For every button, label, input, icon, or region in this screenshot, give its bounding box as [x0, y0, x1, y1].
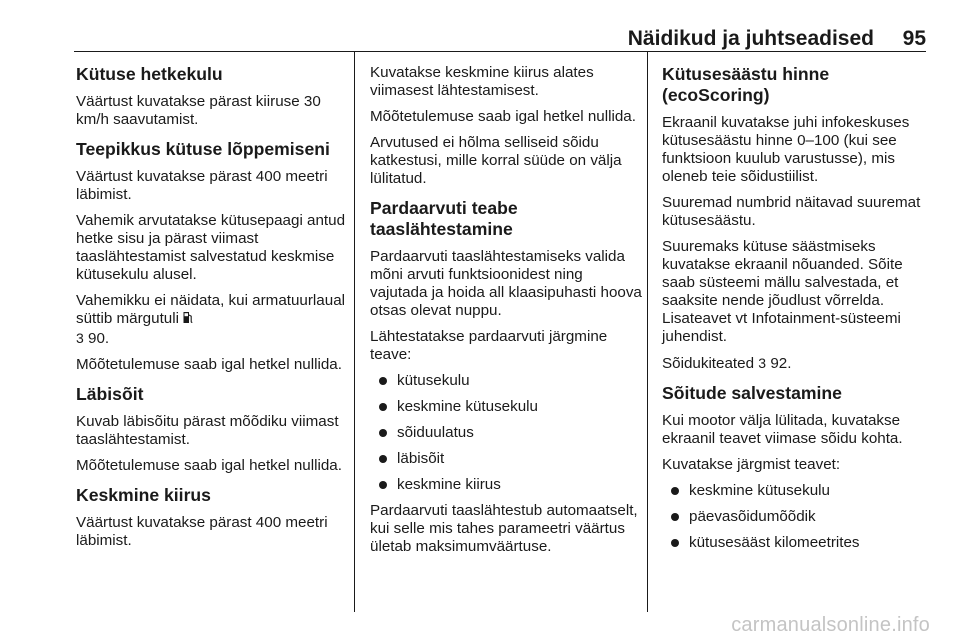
- watermark: carmanualsonline.info: [731, 614, 930, 636]
- paragraph-with-indicator: [76, 292, 348, 348]
- list-item-text: kütusekulu: [397, 372, 470, 389]
- section-heading-reset: Pardaarvuti teabe taaslähtestamine: [370, 198, 518, 239]
- bullet-icon: [671, 487, 679, 495]
- section-heading-mileage: Läbisõit: [76, 384, 144, 404]
- list-item: [662, 482, 928, 500]
- reset-items-list: [370, 372, 642, 494]
- bullet-icon: [379, 429, 387, 437]
- column-divider-1: [354, 52, 355, 612]
- column-3: [662, 64, 928, 560]
- section-heading-average-speed: Keskmine kiirus: [76, 485, 211, 505]
- paragraph: Suuremaks kütuse säästmiseks kuvatakse ekraanil nõuanded. Sõite saab süsteemi mällu salvestada, et saaksite nende jõudlust võrrelda. Lisateavet vt Infotainment-süsteemi juhendist.: [662, 238, 903, 345]
- cross-reference-symbol: 3: [758, 355, 767, 371]
- paragraph: Kuvatakse keskmine kiirus alates viimasest lähtestamisest.: [370, 64, 594, 99]
- list-item: [370, 476, 642, 494]
- paragraph: Mõõtetulemuse saab igal hetkel nullida.: [370, 108, 636, 125]
- trip-info-list: [662, 482, 928, 552]
- paragraph: Mõõtetulemuse saab igal hetkel nullida.: [76, 356, 342, 373]
- cross-reference-page[interactable]: 90.: [88, 330, 110, 347]
- bullet-icon: [379, 377, 387, 385]
- page-number: 95: [902, 27, 926, 50]
- paragraph: Pardaarvuti taaslähtestub automaatselt, kui selle mis tahes parameetri väärtus ületab maksimumväärtuse.: [370, 502, 638, 555]
- bullet-icon: [379, 481, 387, 489]
- paragraph: Väärtust kuvatakse pärast 400 meetri läbimist.: [76, 514, 328, 549]
- paragraph: Ekraanil kuvatakse juhi infokeskuses kütusesäästu hinne 0–100 (kui see funktsioon kuulub varustusse), mis oleneb teie sõidustiilist.: [662, 114, 910, 185]
- list-item-text: keskmine kütusekulu: [689, 482, 830, 499]
- column-1: [76, 64, 348, 558]
- header-rule: [74, 51, 926, 52]
- paragraph: Arvutused ei hõlma selliseid sõidu katkestusi, mille korral süüde on välja lülitatud.: [370, 134, 622, 187]
- page-title: Näidikud ja juhtseadised: [627, 27, 874, 50]
- list-item: [662, 534, 928, 552]
- section-heading-fuel-consumption: Kütuse hetkekulu: [76, 64, 223, 84]
- paragraph: Lähtestatakse pardaarvuti järgmine teave:: [370, 328, 608, 363]
- list-item-text: keskmine kiirus: [397, 476, 501, 493]
- bullet-icon: [379, 403, 387, 411]
- cross-reference-symbol: 3: [76, 330, 84, 346]
- paragraph-text: Sõidukiteated: [662, 355, 755, 372]
- bullet-icon: [379, 455, 387, 463]
- paragraph: Kuvatakse järgmist teavet:: [662, 456, 841, 473]
- column-divider-2: [647, 52, 648, 612]
- list-item: [370, 398, 642, 416]
- list-item: [662, 508, 928, 526]
- paragraph: Kui mootor välja lülitada, kuvatakse ekraanil teavet viimase sõidu kohta.: [662, 412, 903, 447]
- section-heading-ecoscoring: Kütusesäästu hinne (ecoScoring): [662, 64, 830, 105]
- section-heading-trip-saving: Sõitude salvestamine: [662, 383, 842, 403]
- paragraph: Vahemik arvutatakse kütusepaagi antud hetke sisu ja pärast viimast taaslähtestamist salvestatud keskmise kütusekulu alusel.: [76, 212, 346, 283]
- paragraph-text: Vahemikku ei näidata, kui armatuurlaual süttib märgutuli: [76, 292, 346, 327]
- list-item-text: sõiduulatus: [397, 424, 474, 441]
- page-header: [74, 24, 926, 48]
- paragraph-with-reference: [662, 354, 928, 373]
- bullet-icon: [671, 539, 679, 547]
- cross-reference-page[interactable]: 92.: [770, 355, 792, 372]
- list-item: [370, 424, 642, 442]
- section-heading-range: Teepikkus kütuse lõppemiseni: [76, 139, 330, 159]
- list-item: [370, 372, 642, 390]
- paragraph: Väärtust kuvatakse pärast 400 meetri läbimist.: [76, 168, 328, 203]
- list-item-text: päevasõidumõõdik: [689, 508, 816, 525]
- fuel-pump-icon: [183, 311, 193, 329]
- paragraph: Väärtust kuvatakse pärast kiiruse 30 km/h saavutamist.: [76, 93, 321, 128]
- list-item-text: kütusesääst kilomeetrites: [689, 534, 860, 551]
- list-item: [370, 450, 642, 468]
- list-item-text: läbisõit: [397, 450, 445, 467]
- paragraph: Pardaarvuti taaslähtestamiseks valida mõni arvuti funktsioonidest ning vajutada ja hoida all klaasipuhasti hoova otsas olevat nuppu.: [370, 248, 642, 319]
- paragraph: Suuremad numbrid näitavad suuremat kütusesäästu.: [662, 194, 921, 229]
- paragraph: Kuvab läbisõitu pärast mõõdiku viimast taaslähtestamist.: [76, 413, 339, 448]
- list-item-text: keskmine kütusekulu: [397, 398, 538, 415]
- paragraph: Mõõtetulemuse saab igal hetkel nullida.: [76, 457, 342, 474]
- bullet-icon: [671, 513, 679, 521]
- column-2: [370, 64, 642, 564]
